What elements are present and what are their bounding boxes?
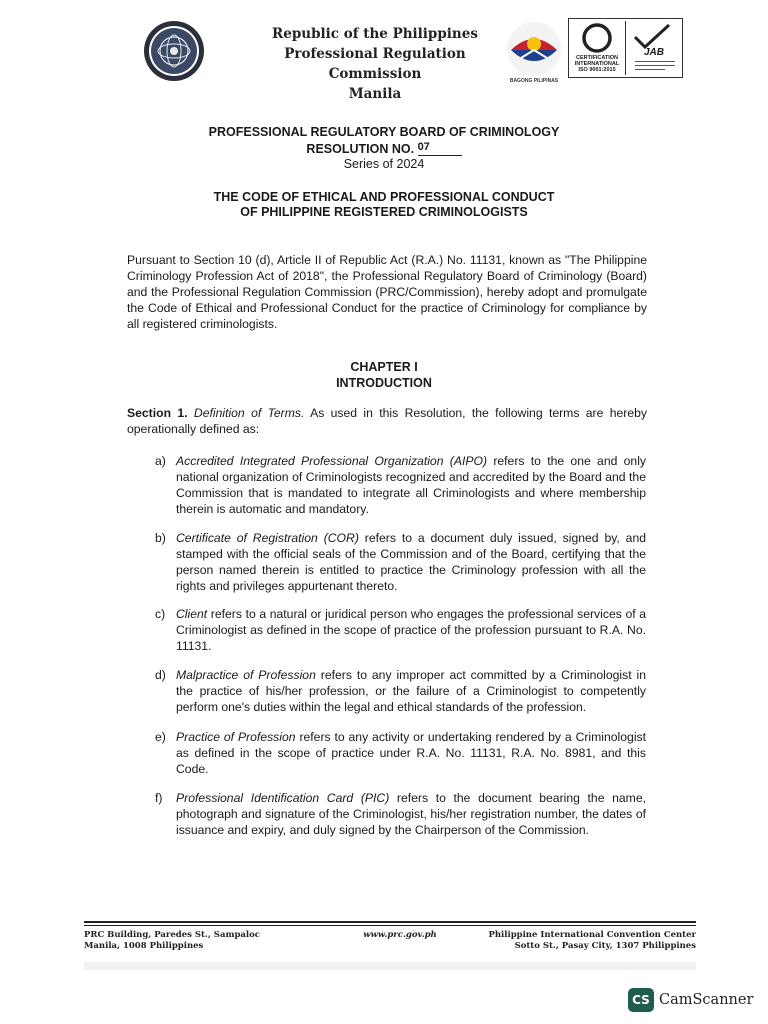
section-1-paragraph (127, 405, 647, 437)
resolution-series: Series of 2024 (343, 157, 425, 171)
footer-address-left (84, 930, 260, 952)
section-1-label: Section 1. (127, 406, 188, 420)
cert-label-top: CERTIFICATION (575, 55, 619, 61)
resolution-number: 07 (418, 140, 462, 156)
bagong-pilipinas-label: BAGONG PILIPINAS (509, 78, 559, 84)
footer-left-line1: PRC Building, Paredes St., Sampaloc (84, 930, 260, 940)
footer-band (84, 962, 696, 970)
definition-term: Accredited Integrated Professional Organization (AIPO) (176, 454, 488, 468)
definition-letter: e) (155, 730, 166, 744)
definition-letter: f) (155, 791, 163, 805)
footer-rule-thin (84, 925, 696, 926)
definition-text: refers to a document duly issued, signed by, and stamped with the official seals of the Commission and of the Board, certifying that the person named therein is entitled to practice the Criminology profession with all the rights and privileges appurtenant thereto. (176, 531, 647, 593)
resolution-number-line (160, 140, 608, 157)
definition-text: refers to a natural or juridical person who engages the professional services of a Criminologist as defined in the scope of practice of the profession pursuant to R.A. No. 11131. (176, 607, 647, 653)
certification-ring-icon (575, 22, 619, 54)
definition-term: Malpractice of Profession (176, 668, 316, 682)
footer-website: www.prc.gov.ph (363, 930, 437, 940)
definition-letter: c) (155, 607, 166, 621)
letterhead-commission: Professional Regulation Commission (284, 46, 466, 82)
footer-right-line2: Sotto St., Pasay City, 1307 Philippines (514, 941, 696, 951)
chapter-heading (160, 360, 608, 391)
chapter-name: INTRODUCTION (336, 375, 432, 390)
cert-divider (625, 21, 626, 75)
definition-text: refers to the one and only national organization of Criminologists recognized and accredited by the Board and the Commission that is mandated to integrate all Criminologists and where membership therein is automatic and mandatory. (176, 454, 647, 516)
code-title-line1: THE CODE OF ETHICAL AND PROFESSIONAL CONDUCT (213, 190, 555, 204)
code-title-line2: OF PHILIPPINE REGISTERED CRIMINOLOGISTS (240, 205, 528, 219)
letterhead (250, 24, 500, 104)
camscanner-logo-icon: CS (628, 988, 654, 1012)
definition-term: Certificate of Registration (COR) (176, 531, 359, 545)
board-name: PROFESSIONAL REGULATORY BOARD OF CRIMINOLOGY (208, 125, 560, 139)
bagong-pilipinas-logo-icon (505, 20, 563, 78)
footer-right-line1: Philippine International Convention Center (488, 930, 696, 940)
definition-letter: b) (155, 531, 166, 545)
code-title (160, 190, 608, 220)
intro-paragraph: Pursuant to Section 10 (d), Article II of Republic Act (R.A.) No. 11131, known as "The Philippine Criminology Profession Act of 2018", the Professional Regulatory Board of Criminology (Board) and the Professional Regulation Commission (PRC/Commission), hereby adopt and promulgate the Code of Ethical and Professional Conduct for the practice of Criminology for compliance by all registered criminologists. (127, 253, 647, 331)
definition-letter: a) (155, 454, 166, 468)
letterhead-republic: Republic of the Philippines (272, 26, 478, 42)
footer-left-line2: Manila, 1008 Philippines (84, 941, 204, 951)
definition-text: refers to the document bearing the name, photograph and signature of the Criminologist, his/her registration number, the dates of issuance and expiry, and duly signed by the Chairperson of the Commission. (176, 791, 646, 837)
certification-badges (568, 18, 683, 78)
footer-rule (84, 921, 696, 923)
section-1-text: As used in this Resolution, the following terms are hereby operationally defined as: (127, 406, 648, 436)
definition-term: Professional Identification Card (PIC) (176, 791, 390, 805)
camscanner-label: CamScanner (659, 992, 754, 1008)
definition-term: Practice of Profession (176, 730, 296, 744)
definition-text: refers to any improper act committed by a Criminologist in the practice of his/her profession, or the failure of a Criminologist to competently perform one's duties within the legal and ethical standards of the profession. (176, 668, 646, 714)
footer-address-right (470, 930, 696, 952)
resolution-header (160, 125, 608, 172)
resolution-prefix: RESOLUTION NO. (306, 142, 415, 156)
letterhead-city: Manila (348, 86, 402, 102)
prc-seal-icon (143, 20, 205, 82)
chapter-number: CHAPTER I (350, 360, 418, 374)
section-1-heading: Definition of Terms. (193, 406, 305, 420)
cert-label-mid: INTERNATIONAL (574, 61, 620, 67)
definition-text: refers to any activity or undertaking rendered by a Criminologist as defined in the scope of practice under R.A. No. 11131, R.A. No. 8981, and this Code. (176, 730, 647, 776)
cert-label-iso: ISO 9001:2015 (578, 67, 616, 73)
jab-label: JAB (643, 47, 664, 58)
definition-letter: d) (155, 668, 166, 682)
definition-term: Client (176, 607, 208, 621)
